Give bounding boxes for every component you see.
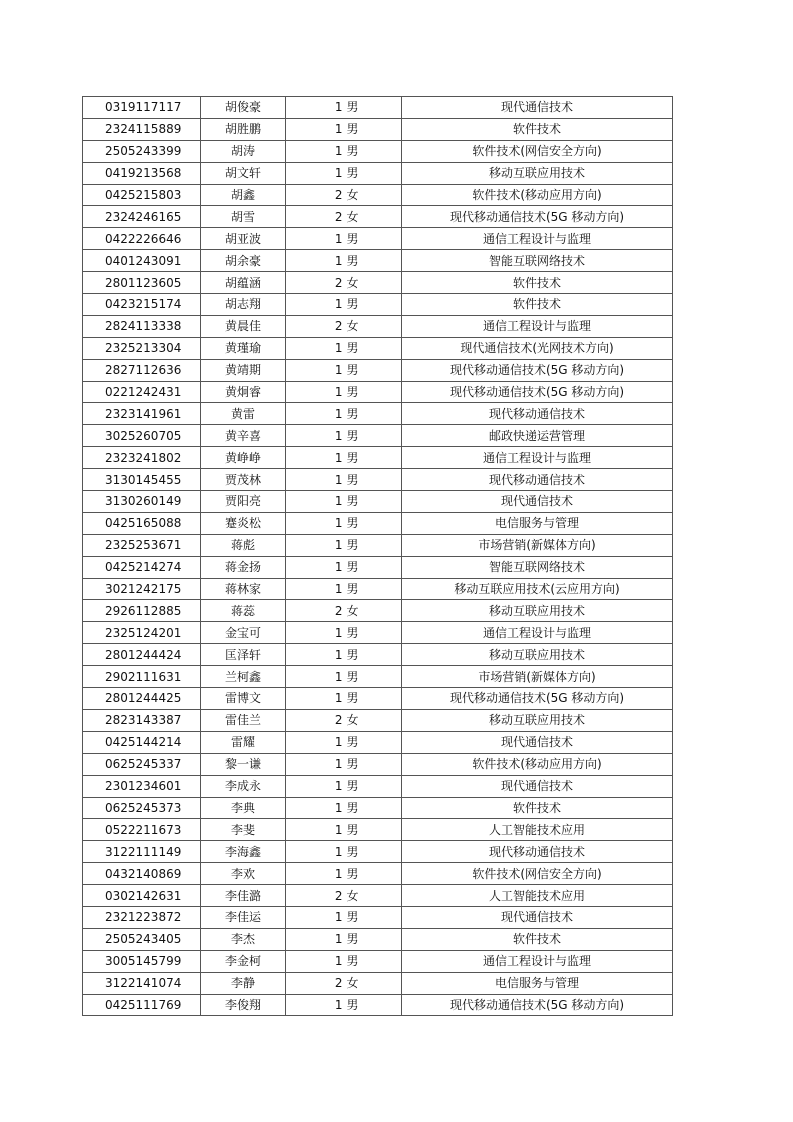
student-id-cell: 0425111769 <box>83 994 201 1016</box>
student-name-cell: 胡俊豪 <box>201 97 286 119</box>
gender-cell <box>286 425 402 447</box>
gender-code: 1 <box>334 297 343 312</box>
student-id-cell: 0625245373 <box>83 797 201 819</box>
gender-cell <box>286 731 402 753</box>
table-row <box>83 819 673 841</box>
gender-cell <box>286 600 402 622</box>
gender-label: 男 <box>346 144 359 159</box>
major-cell: 移动互联应用技术 <box>402 644 673 666</box>
gender-cell <box>286 775 402 797</box>
table-row <box>83 140 673 162</box>
table-row <box>83 315 673 337</box>
major-cell: 软件技术 <box>402 928 673 950</box>
gender-label: 男 <box>346 997 359 1012</box>
gender-cell <box>286 206 402 228</box>
gender-code: 2 <box>334 319 343 334</box>
gender-code: 1 <box>334 954 343 969</box>
student-name-cell: 蒋蕊 <box>201 600 286 622</box>
gender-label: 女 <box>346 888 359 903</box>
table-row <box>83 206 673 228</box>
major-cell: 现代移动通信技术 <box>402 403 673 425</box>
table-row <box>83 885 673 907</box>
major-cell: 软件技术 <box>402 272 673 294</box>
gender-cell <box>286 688 402 710</box>
gender-code: 1 <box>334 100 343 115</box>
gender-label: 男 <box>346 866 359 881</box>
gender-code: 1 <box>334 560 343 575</box>
gender-label: 男 <box>346 450 359 465</box>
table-row <box>83 863 673 885</box>
gender-code: 1 <box>334 166 343 181</box>
student-id-cell: 0625245337 <box>83 753 201 775</box>
gender-code: 2 <box>334 976 343 991</box>
student-name-cell: 胡蕴涵 <box>201 272 286 294</box>
major-cell: 人工智能技术应用 <box>402 819 673 841</box>
table-row <box>83 622 673 644</box>
gender-cell <box>286 644 402 666</box>
gender-code: 2 <box>334 209 343 224</box>
gender-label: 男 <box>346 406 359 421</box>
gender-label: 男 <box>346 582 359 597</box>
student-id-cell: 0423215174 <box>83 294 201 316</box>
gender-label: 男 <box>346 122 359 137</box>
student-id-cell: 0425214274 <box>83 556 201 578</box>
table-row <box>83 775 673 797</box>
student-id-cell: 0319117117 <box>83 97 201 119</box>
gender-code: 1 <box>334 494 343 509</box>
gender-cell <box>286 184 402 206</box>
gender-label: 男 <box>346 647 359 662</box>
student-id-cell: 3130260149 <box>83 491 201 513</box>
gender-cell <box>286 819 402 841</box>
student-id-cell: 2823143387 <box>83 709 201 731</box>
gender-code: 2 <box>334 888 343 903</box>
gender-label: 女 <box>346 275 359 290</box>
student-name-cell: 匡泽轩 <box>201 644 286 666</box>
table-row <box>83 950 673 972</box>
gender-cell <box>286 228 402 250</box>
gender-code: 1 <box>334 800 343 815</box>
student-name-cell: 胡文轩 <box>201 162 286 184</box>
gender-label: 男 <box>346 625 359 640</box>
student-name-cell: 黄靖期 <box>201 359 286 381</box>
gender-code: 1 <box>334 253 343 268</box>
table-row <box>83 688 673 710</box>
gender-cell <box>286 534 402 556</box>
gender-code: 1 <box>334 822 343 837</box>
gender-cell <box>286 841 402 863</box>
student-id-cell: 3122111149 <box>83 841 201 863</box>
gender-cell <box>286 666 402 688</box>
gender-code: 1 <box>334 932 343 947</box>
student-id-cell: 2324115889 <box>83 118 201 140</box>
major-cell: 现代移动通信技术(5G 移动方向) <box>402 206 673 228</box>
gender-code: 1 <box>334 385 343 400</box>
major-cell: 现代通信技术 <box>402 731 673 753</box>
table-row <box>83 797 673 819</box>
major-cell: 通信工程设计与监理 <box>402 447 673 469</box>
gender-label: 男 <box>346 385 359 400</box>
student-id-cell: 0425215803 <box>83 184 201 206</box>
major-cell: 通信工程设计与监理 <box>402 622 673 644</box>
gender-cell <box>286 578 402 600</box>
table-row <box>83 118 673 140</box>
major-cell: 软件技术(移动应用方向) <box>402 753 673 775</box>
table-row <box>83 250 673 272</box>
gender-cell <box>286 272 402 294</box>
student-id-cell: 2323141961 <box>83 403 201 425</box>
student-id-cell: 2325213304 <box>83 337 201 359</box>
student-id-cell: 3025260705 <box>83 425 201 447</box>
student-id-cell: 2321223872 <box>83 906 201 928</box>
major-cell: 软件技术 <box>402 797 673 819</box>
student-name-cell: 雷博文 <box>201 688 286 710</box>
major-cell: 市场营销(新媒体方向) <box>402 534 673 556</box>
gender-code: 1 <box>334 997 343 1012</box>
gender-cell <box>286 512 402 534</box>
gender-cell <box>286 162 402 184</box>
table-row <box>83 906 673 928</box>
gender-label: 男 <box>346 253 359 268</box>
gender-cell <box>286 469 402 491</box>
student-roster-table <box>82 96 673 1016</box>
student-id-cell: 2325253671 <box>83 534 201 556</box>
major-cell: 现代移动通信技术(5G 移动方向) <box>402 994 673 1016</box>
student-name-cell: 胡鑫 <box>201 184 286 206</box>
gender-code: 1 <box>334 516 343 531</box>
major-cell: 现代通信技术 <box>402 97 673 119</box>
table-row <box>83 994 673 1016</box>
gender-cell <box>286 491 402 513</box>
major-cell: 移动互联应用技术 <box>402 162 673 184</box>
student-id-cell: 0522211673 <box>83 819 201 841</box>
major-cell: 移动互联应用技术 <box>402 600 673 622</box>
student-id-cell: 2801244424 <box>83 644 201 666</box>
major-cell: 电信服务与管理 <box>402 972 673 994</box>
gender-code: 1 <box>334 625 343 640</box>
student-id-cell: 2902111631 <box>83 666 201 688</box>
table-row <box>83 709 673 731</box>
student-name-cell: 兰柯鑫 <box>201 666 286 688</box>
table-row <box>83 841 673 863</box>
gender-label: 女 <box>346 188 359 202</box>
gender-label: 女 <box>346 209 359 224</box>
major-cell: 现代通信技术 <box>402 906 673 928</box>
major-cell: 现代移动通信技术 <box>402 841 673 863</box>
student-id-cell: 2824113338 <box>83 315 201 337</box>
student-id-cell: 2301234601 <box>83 775 201 797</box>
student-id-cell: 3005145799 <box>83 950 201 972</box>
gender-code: 1 <box>334 844 343 859</box>
major-cell: 移动互联应用技术(云应用方向) <box>402 578 673 600</box>
student-name-cell: 李静 <box>201 972 286 994</box>
gender-code: 1 <box>334 669 343 684</box>
gender-label: 男 <box>346 932 359 947</box>
gender-cell <box>286 337 402 359</box>
gender-code: 1 <box>334 910 343 925</box>
major-cell: 软件技术 <box>402 118 673 140</box>
major-cell: 通信工程设计与监理 <box>402 315 673 337</box>
student-name-cell: 黄炯睿 <box>201 381 286 403</box>
table-row <box>83 403 673 425</box>
gender-code: 2 <box>334 603 343 618</box>
gender-code: 1 <box>334 779 343 794</box>
student-name-cell: 李佳潞 <box>201 885 286 907</box>
gender-cell <box>286 622 402 644</box>
student-id-cell: 3130145455 <box>83 469 201 491</box>
student-id-cell: 2324246165 <box>83 206 201 228</box>
student-name-cell: 蹇炎松 <box>201 512 286 534</box>
student-id-cell: 2505243399 <box>83 140 201 162</box>
gender-label: 男 <box>346 231 359 246</box>
student-name-cell: 黄辛喜 <box>201 425 286 447</box>
student-id-cell: 3021242175 <box>83 578 201 600</box>
major-cell: 现代通信技术 <box>402 491 673 513</box>
student-name-cell: 李海鑫 <box>201 841 286 863</box>
gender-label: 男 <box>346 800 359 815</box>
student-id-cell: 2801123605 <box>83 272 201 294</box>
student-id-cell: 0422226646 <box>83 228 201 250</box>
major-cell: 软件技术(网信安全方向) <box>402 140 673 162</box>
gender-cell <box>286 709 402 731</box>
student-name-cell: 李欢 <box>201 863 286 885</box>
student-name-cell: 胡胜鹏 <box>201 118 286 140</box>
table-row <box>83 600 673 622</box>
gender-label: 男 <box>346 691 359 706</box>
table-row <box>83 272 673 294</box>
major-cell: 邮政快递运营管理 <box>402 425 673 447</box>
gender-cell <box>286 140 402 162</box>
gender-cell <box>286 381 402 403</box>
gender-code: 2 <box>334 188 343 202</box>
student-name-cell: 李斐 <box>201 819 286 841</box>
gender-code: 1 <box>334 472 343 487</box>
gender-cell <box>286 315 402 337</box>
gender-label: 男 <box>346 735 359 750</box>
gender-cell <box>286 928 402 950</box>
major-cell: 现代通信技术(光网技术方向) <box>402 337 673 359</box>
table-row <box>83 928 673 950</box>
gender-label: 男 <box>346 844 359 859</box>
gender-code: 1 <box>334 363 343 378</box>
gender-cell <box>286 753 402 775</box>
gender-label: 女 <box>346 603 359 618</box>
table-row <box>83 228 673 250</box>
gender-code: 1 <box>334 341 343 356</box>
gender-label: 男 <box>346 779 359 794</box>
table-row <box>83 753 673 775</box>
gender-cell <box>286 294 402 316</box>
table-row <box>83 644 673 666</box>
major-cell: 软件技术(移动应用方向) <box>402 184 673 206</box>
major-cell: 软件技术 <box>402 294 673 316</box>
table-row <box>83 666 673 688</box>
gender-label: 男 <box>346 166 359 181</box>
gender-cell <box>286 118 402 140</box>
student-id-cell: 2323241802 <box>83 447 201 469</box>
student-name-cell: 金宝可 <box>201 622 286 644</box>
table-row <box>83 972 673 994</box>
student-name-cell: 蒋林家 <box>201 578 286 600</box>
gender-label: 男 <box>346 822 359 837</box>
student-name-cell: 胡雪 <box>201 206 286 228</box>
gender-code: 1 <box>334 450 343 465</box>
gender-label: 男 <box>346 954 359 969</box>
gender-label: 男 <box>346 472 359 487</box>
major-cell: 电信服务与管理 <box>402 512 673 534</box>
student-name-cell: 胡涛 <box>201 140 286 162</box>
student-name-cell: 李杰 <box>201 928 286 950</box>
student-name-cell: 李金柯 <box>201 950 286 972</box>
gender-label: 男 <box>346 100 359 115</box>
gender-label: 女 <box>346 976 359 991</box>
student-name-cell: 黄雷 <box>201 403 286 425</box>
gender-code: 1 <box>334 647 343 662</box>
gender-label: 男 <box>346 910 359 925</box>
student-name-cell: 李俊翔 <box>201 994 286 1016</box>
gender-code: 1 <box>334 691 343 706</box>
table-row <box>83 578 673 600</box>
gender-code: 1 <box>334 866 343 881</box>
table-row <box>83 162 673 184</box>
major-cell: 现代移动通信技术 <box>402 469 673 491</box>
major-cell: 现代移动通信技术(5G 移动方向) <box>402 688 673 710</box>
gender-code: 1 <box>334 406 343 421</box>
student-id-cell: 0425165088 <box>83 512 201 534</box>
student-name-cell: 李成永 <box>201 775 286 797</box>
student-id-cell: 0425144214 <box>83 731 201 753</box>
gender-label: 男 <box>346 363 359 378</box>
table-row <box>83 469 673 491</box>
gender-cell <box>286 797 402 819</box>
gender-label: 男 <box>346 494 359 509</box>
gender-code: 2 <box>334 275 343 290</box>
major-cell: 智能互联网络技术 <box>402 250 673 272</box>
major-cell: 现代移动通信技术(5G 移动方向) <box>402 359 673 381</box>
gender-cell <box>286 447 402 469</box>
gender-code: 1 <box>334 582 343 597</box>
student-id-cell: 0401243091 <box>83 250 201 272</box>
gender-cell <box>286 359 402 381</box>
student-id-cell: 0221242431 <box>83 381 201 403</box>
table-row <box>83 381 673 403</box>
student-id-cell: 2926112885 <box>83 600 201 622</box>
student-id-cell: 0302142631 <box>83 885 201 907</box>
student-name-cell: 贾阳亮 <box>201 491 286 513</box>
table-row <box>83 359 673 381</box>
student-id-cell: 2801244425 <box>83 688 201 710</box>
student-id-cell: 2505243405 <box>83 928 201 950</box>
table-row <box>83 534 673 556</box>
table-row <box>83 731 673 753</box>
table-row <box>83 97 673 119</box>
major-cell: 人工智能技术应用 <box>402 885 673 907</box>
major-cell: 智能互联网络技术 <box>402 556 673 578</box>
table-row <box>83 512 673 534</box>
table-row <box>83 447 673 469</box>
major-cell: 通信工程设计与监理 <box>402 228 673 250</box>
student-name-cell: 黄峥峥 <box>201 447 286 469</box>
gender-label: 男 <box>346 297 359 312</box>
major-cell: 移动互联应用技术 <box>402 709 673 731</box>
student-name-cell: 黄晨佳 <box>201 315 286 337</box>
student-id-cell: 0419213568 <box>83 162 201 184</box>
student-name-cell: 贾茂林 <box>201 469 286 491</box>
gender-code: 1 <box>334 122 343 137</box>
major-cell: 现代移动通信技术(5G 移动方向) <box>402 381 673 403</box>
gender-label: 男 <box>346 516 359 531</box>
student-name-cell: 雷耀 <box>201 731 286 753</box>
gender-cell <box>286 972 402 994</box>
table-row <box>83 556 673 578</box>
student-id-cell: 2325124201 <box>83 622 201 644</box>
table-row <box>83 337 673 359</box>
gender-label: 男 <box>346 538 359 553</box>
student-name-cell: 蒋彪 <box>201 534 286 556</box>
gender-code: 1 <box>334 757 343 772</box>
student-name-cell: 李佳运 <box>201 906 286 928</box>
gender-label: 男 <box>346 669 359 684</box>
gender-cell <box>286 950 402 972</box>
student-name-cell: 蒋金扬 <box>201 556 286 578</box>
table-row <box>83 184 673 206</box>
gender-cell <box>286 885 402 907</box>
student-id-cell: 2827112636 <box>83 359 201 381</box>
gender-code: 1 <box>334 735 343 750</box>
major-cell: 软件技术(网信安全方向) <box>402 863 673 885</box>
gender-code: 1 <box>334 231 343 246</box>
student-name-cell: 胡志翔 <box>201 294 286 316</box>
gender-cell <box>286 863 402 885</box>
major-cell: 市场营销(新媒体方向) <box>402 666 673 688</box>
table-row <box>83 491 673 513</box>
student-name-cell: 雷佳兰 <box>201 709 286 731</box>
gender-label: 女 <box>346 713 359 728</box>
gender-cell <box>286 403 402 425</box>
student-id-cell: 0432140869 <box>83 863 201 885</box>
gender-cell <box>286 906 402 928</box>
student-name-cell: 胡余豪 <box>201 250 286 272</box>
student-name-cell: 黄瑾瑜 <box>201 337 286 359</box>
major-cell: 通信工程设计与监理 <box>402 950 673 972</box>
gender-code: 1 <box>334 144 343 159</box>
major-cell: 现代通信技术 <box>402 775 673 797</box>
gender-label: 男 <box>346 757 359 772</box>
gender-cell <box>286 97 402 119</box>
table-row <box>83 294 673 316</box>
gender-label: 男 <box>346 428 359 443</box>
gender-code: 2 <box>334 713 343 728</box>
gender-cell <box>286 250 402 272</box>
student-id-cell: 3122141074 <box>83 972 201 994</box>
gender-label: 男 <box>346 560 359 575</box>
gender-code: 1 <box>334 538 343 553</box>
student-name-cell: 李典 <box>201 797 286 819</box>
gender-cell <box>286 556 402 578</box>
roster-body <box>83 97 673 1016</box>
gender-cell <box>286 994 402 1016</box>
gender-label: 男 <box>346 341 359 356</box>
student-name-cell: 胡亚波 <box>201 228 286 250</box>
gender-code: 1 <box>334 428 343 443</box>
gender-label: 女 <box>346 319 359 334</box>
student-name-cell: 黎一谦 <box>201 753 286 775</box>
table-row <box>83 425 673 447</box>
